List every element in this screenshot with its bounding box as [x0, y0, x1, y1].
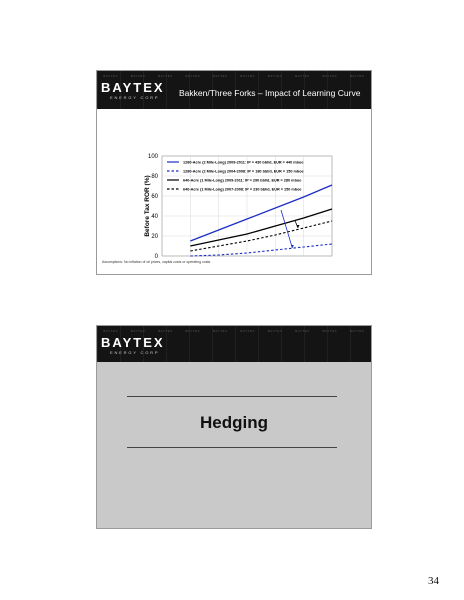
header-watermark [97, 329, 371, 333]
watermark-text: BAYTEX [349, 74, 365, 78]
divider-bottom [127, 447, 337, 448]
watermark-text: BAYTEX [240, 329, 255, 333]
slide-header-bar [97, 71, 371, 109]
slide-learning-curve [96, 70, 372, 275]
watermark-text: BAYTEX [103, 74, 118, 78]
logo-word: BAYTEX [101, 335, 165, 350]
watermark-text: BAYTEX [158, 329, 173, 333]
watermark-text: BAYTEX [185, 329, 201, 333]
y-tick-label: 40 [151, 214, 158, 220]
y-tick-label: 20 [151, 234, 158, 240]
watermark-text: BAYTEX [212, 74, 228, 78]
legend-label: 640-Acre (1 Mile-Long) 2007-2008: IP = 230 bbl/d, EUR = 150 mboe [183, 187, 302, 192]
divider-top [127, 396, 337, 397]
watermark-text: BAYTEX [295, 74, 310, 78]
watermark-text: BAYTEX [130, 329, 146, 333]
y-axis-label: Before Tax ROR (%) [144, 175, 151, 237]
watermark-text: BAYTEX [267, 74, 283, 78]
watermark-text: BAYTEX [322, 329, 338, 333]
logo-subtitle: ENERGY CORP [110, 95, 160, 100]
baytex-logo [101, 80, 171, 103]
watermark-text: BAYTEX [212, 329, 228, 333]
y-tick-label: 60 [151, 194, 158, 200]
legend-label: 1280-Acre (2 Mile-Long) 2009-2011: IP = 430 bbl/d, EUR = 440 mboe [183, 160, 304, 165]
logo-word: BAYTEX [101, 80, 165, 95]
watermark-text: BAYTEX [295, 329, 310, 333]
legend-label: 640-Acre (1 Mile-Long) 2009-2011: IP = 290 bbl/d, EUR = 280 mboe [183, 178, 302, 183]
legend-label: 1280-Acre (2 Mile-Long) 2004-2008: IP = 180 bbl/d, EUR = 150 mboe [183, 169, 304, 174]
slide-header-bar [97, 326, 371, 362]
watermark-text: BAYTEX [349, 329, 365, 333]
slide-title: Bakken/Three Forks – Impact of Learning Curve [179, 88, 361, 98]
watermark-text: BAYTEX [267, 329, 283, 333]
watermark-text: BAYTEX [185, 74, 201, 78]
baytex-logo [101, 335, 171, 358]
watermark-text: BAYTEX [103, 329, 118, 333]
watermark-text: BAYTEX [158, 74, 173, 78]
slide-hedging [96, 325, 372, 529]
y-tick-label: 100 [147, 154, 158, 160]
y-tick-label: 80 [151, 174, 158, 180]
watermark-text: BAYTEX [240, 74, 255, 78]
y-tick-label: 0 [154, 254, 158, 260]
page-number: 34 [428, 575, 439, 587]
ror-chart [97, 111, 371, 261]
logo-subtitle: ENERGY CORP [110, 350, 160, 355]
watermark-text: BAYTEX [130, 74, 146, 78]
assumptions-note: Assumptions: No inflation of oil prices, capital costs or operating costs. [102, 260, 212, 264]
section-title: Hedging [200, 413, 268, 432]
watermark-text: BAYTEX [322, 74, 338, 78]
header-watermark [97, 74, 371, 78]
